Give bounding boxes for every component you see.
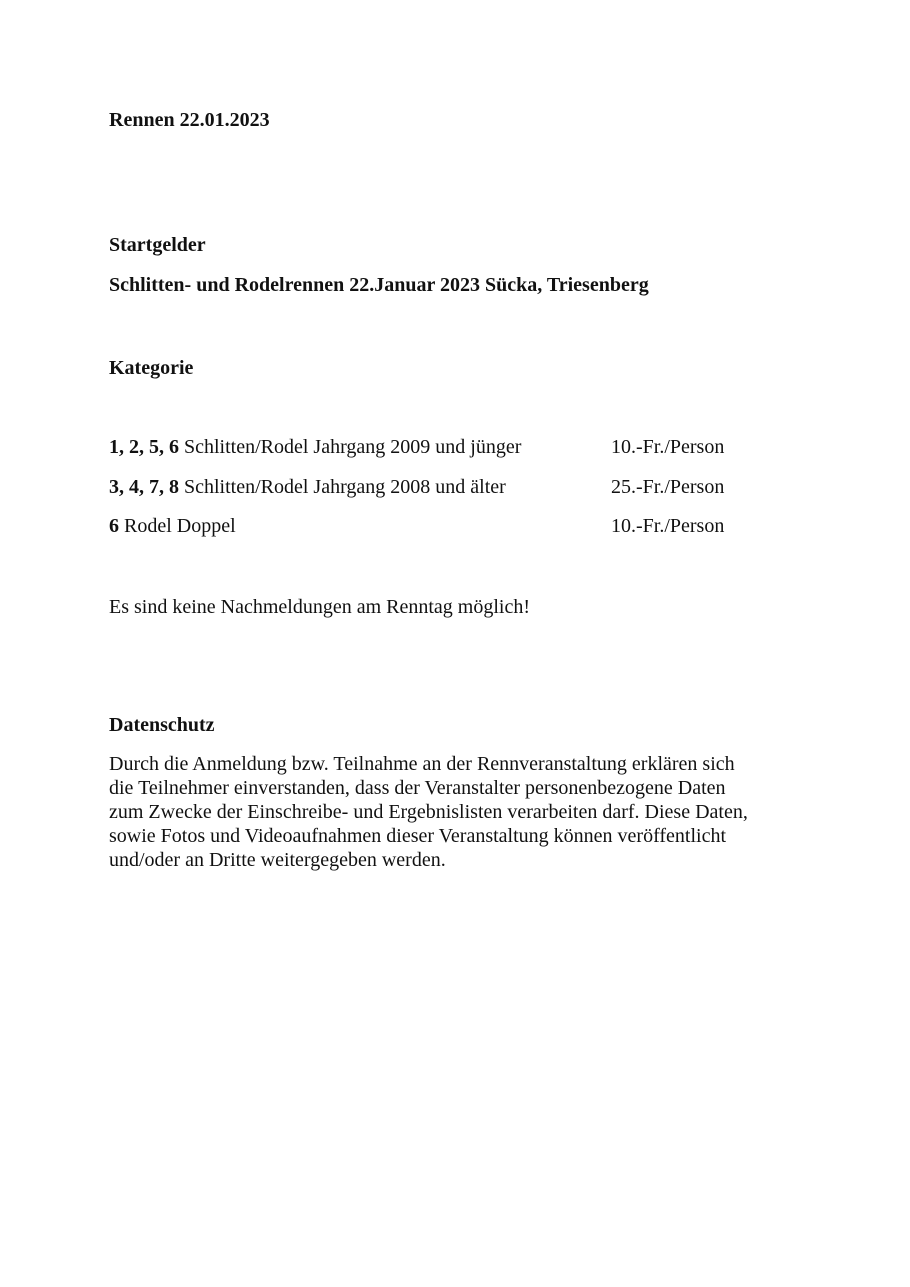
fee-description: Schlitten/Rodel Jahrgang 2009 und jünger — [184, 436, 522, 458]
fee-categories: 1, 2, 5, 6 — [109, 436, 184, 458]
late-registration-notice: Es sind keine Nachmeldungen am Renntag möglich! — [109, 596, 531, 618]
privacy-line: die Teilnehmer einverstanden, dass der Veranstalter personenbezogene Daten — [109, 777, 726, 799]
privacy-line: sowie Fotos und Videoaufnahmen dieser Veranstaltung können veröffentlicht — [109, 825, 727, 847]
fee-price: 10.-Fr./Person — [611, 436, 725, 458]
fee-categories: 3, 4, 7, 8 — [109, 476, 184, 498]
privacy-line: zum Zwecke der Einschreibe- und Ergebnislisten verarbeiten darf. Diese Daten, — [109, 801, 748, 823]
fee-row — [109, 475, 749, 499]
document-title: Rennen 22.01.2023 — [109, 109, 270, 131]
privacy-heading: Datenschutz — [109, 714, 215, 736]
fee-row — [109, 514, 749, 538]
fee-categories: 6 — [109, 515, 124, 537]
fee-description: Schlitten/Rodel Jahrgang 2008 und älter — [184, 476, 506, 498]
privacy-line: und/oder an Dritte weitergegeben werden. — [109, 849, 446, 871]
privacy-paragraph — [109, 752, 809, 872]
fee-description: Rodel Doppel — [124, 515, 236, 537]
fee-price: 10.-Fr./Person — [611, 515, 725, 537]
category-heading: Kategorie — [109, 357, 194, 379]
privacy-line: Durch die Anmeldung bzw. Teilnahme an der Rennveranstaltung erklären sich — [109, 753, 735, 775]
fee-price: 25.-Fr./Person — [611, 476, 725, 498]
event-subtitle: Schlitten- und Rodelrennen 22.Januar 2023 Sücka, Triesenberg — [109, 274, 649, 296]
fees-section-title: Startgelder — [109, 234, 206, 256]
fee-row — [109, 435, 749, 459]
